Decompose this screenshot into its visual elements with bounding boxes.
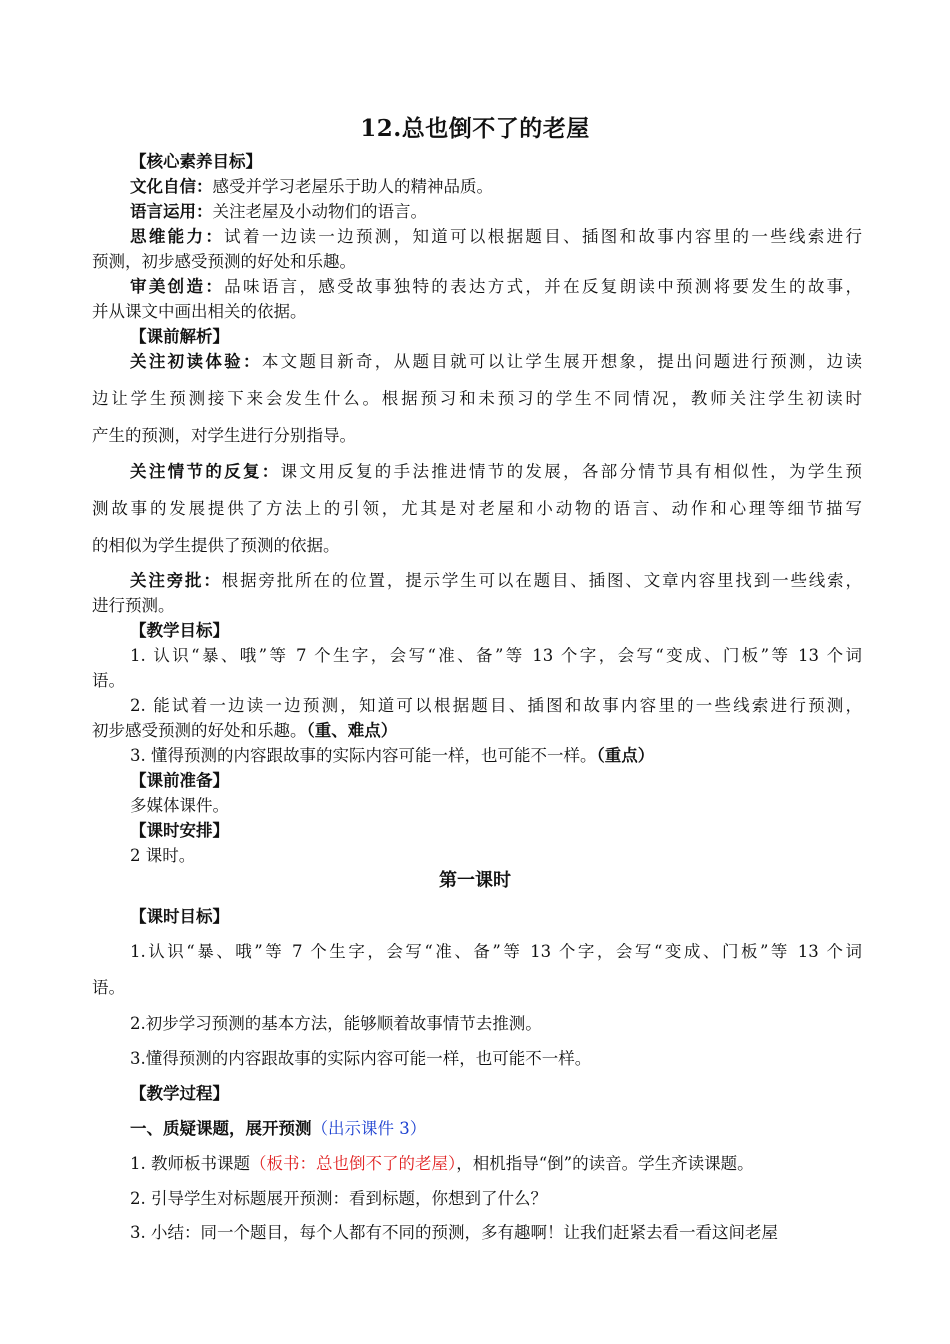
analysis-2-cont2: 的相似为学生提供了预测的依据。	[92, 536, 340, 555]
process-section-1	[130, 1117, 862, 1141]
analysis-3-cont: 进行预测。	[92, 596, 175, 615]
text: 本文题目新奇，从题目就可以让学生展开想象，提出问题进行预测，边读	[261, 352, 863, 371]
lesson-goal-3: 3.懂得预测的内容跟故事的实际内容可能一样，也可能不一样。	[130, 1049, 592, 1068]
text: 3. 懂得预测的内容跟故事的实际内容可能一样，也可能不一样。	[130, 746, 597, 765]
label: 关注初读体验：	[130, 352, 262, 371]
core-goal-4	[130, 275, 862, 299]
text: 感受并学习老屋乐于助人的精神品质。	[212, 177, 493, 196]
analysis-3	[130, 569, 862, 593]
page-title: 12.总也倒不了的老屋	[360, 115, 590, 142]
key-point: （重、难点）	[306, 721, 398, 740]
analysis-1-cont2: 产生的预测，对学生进行分别指导。	[92, 426, 356, 445]
process-step-1	[130, 1152, 862, 1176]
label: 审美创造：	[130, 277, 225, 296]
core-goal-2	[130, 200, 862, 224]
heading-core-goals: 【核心素养目标】	[130, 152, 262, 171]
goal-1-cont: 语。	[92, 671, 125, 690]
key-point: （重点）	[596, 746, 655, 765]
core-goal-4-cont: 并从课文中画出相关的依据。	[92, 302, 307, 321]
text: 品味语言，感受故事独特的表达方式，并在反复朗读中预测将要发生的故事，	[224, 277, 863, 296]
analysis-1	[130, 350, 862, 374]
heading-lesson-goals: 【课时目标】	[130, 907, 229, 926]
text: 1. 教师板书课题	[130, 1154, 250, 1173]
preparation-text: 多媒体课件。	[130, 796, 229, 815]
heading-teaching-goals: 【教学目标】	[130, 621, 229, 640]
core-goal-3-cont: 预测，初步感受预测的好处和乐趣。	[92, 252, 356, 271]
core-goal-1	[130, 175, 862, 199]
goal-2-cont	[92, 719, 862, 743]
core-goal-3	[130, 225, 862, 249]
lesson-goal-1-cont: 语。	[92, 978, 125, 997]
goal-1: 1. 认识“暴、哦”等 7 个生字，会写“准、备”等 13 个字，会写“变成、门板”等 13 个词	[130, 646, 862, 665]
label: 关注旁批：	[130, 571, 222, 590]
goal-2: 2. 能试着一边读一边预测，知道可以根据题目、插图和故事内容里的一些线索进行预测，	[130, 696, 862, 715]
text: 根据旁批所在的位置，提示学生可以在题目、插图、文章内容里找到一些线索，	[221, 571, 863, 590]
heading-schedule: 【课时安排】	[130, 821, 229, 840]
heading-process: 【教学过程】	[130, 1084, 229, 1103]
analysis-2-cont: 测故事的发展提供了方法上的引领，尤其是对老屋和小动物的语言、动作和心理等细节描写	[92, 499, 862, 518]
lesson-goal-2: 2.初步学习预测的基本方法，能够顺着故事情节去推测。	[130, 1014, 542, 1033]
analysis-2	[130, 460, 862, 484]
lesson-1-title: 第一课时	[439, 870, 511, 891]
heading-analysis: 【课前解析】	[130, 327, 229, 346]
label: 语言运用：	[130, 202, 213, 221]
heading-preparation: 【课前准备】	[130, 771, 229, 790]
goal-3	[130, 744, 862, 768]
text: 试着一边读一边预测，知道可以根据题目、插图和故事内容里的一些线索进行	[224, 227, 863, 246]
section-title: 一、质疑课题，展开预测	[130, 1119, 312, 1138]
blackboard-note: （板书：总也倒不了的老屋）	[250, 1154, 457, 1173]
label: 关注情节的反复：	[130, 462, 281, 481]
label: 文化自信：	[130, 177, 213, 196]
analysis-1-cont: 边让学生预测接下来会发生什么。根据预习和未预习的学生不同情况，教师关注学生初读时	[92, 389, 862, 408]
courseware-note: （出示课件 3）	[311, 1119, 427, 1138]
text: 关注老屋及小动物们的语言。	[212, 202, 427, 221]
process-step-3: 3. 小结：同一个题目，每个人都有不同的预测，多有趣啊！让我们赶紧去看一看这间老屋	[130, 1223, 778, 1242]
label: 思维能力：	[130, 227, 225, 246]
schedule-text: 2 课时。	[130, 846, 196, 865]
lesson-goal-1: 1.认识“暴、哦”等 7 个生字，会写“准、备”等 13 个字，会写“变成、门板”等 13 个词	[130, 942, 862, 961]
text: 初步感受预测的好处和乐趣。	[92, 721, 307, 740]
process-step-2: 2. 引导学生对标题展开预测：看到标题，你想到了什么？	[130, 1189, 547, 1208]
text: 课文用反复的手法推进情节的发展，各部分情节具有相似性，为学生预	[280, 462, 863, 481]
text: ，相机指导“倒”的读音。学生齐读课题。	[456, 1154, 754, 1173]
